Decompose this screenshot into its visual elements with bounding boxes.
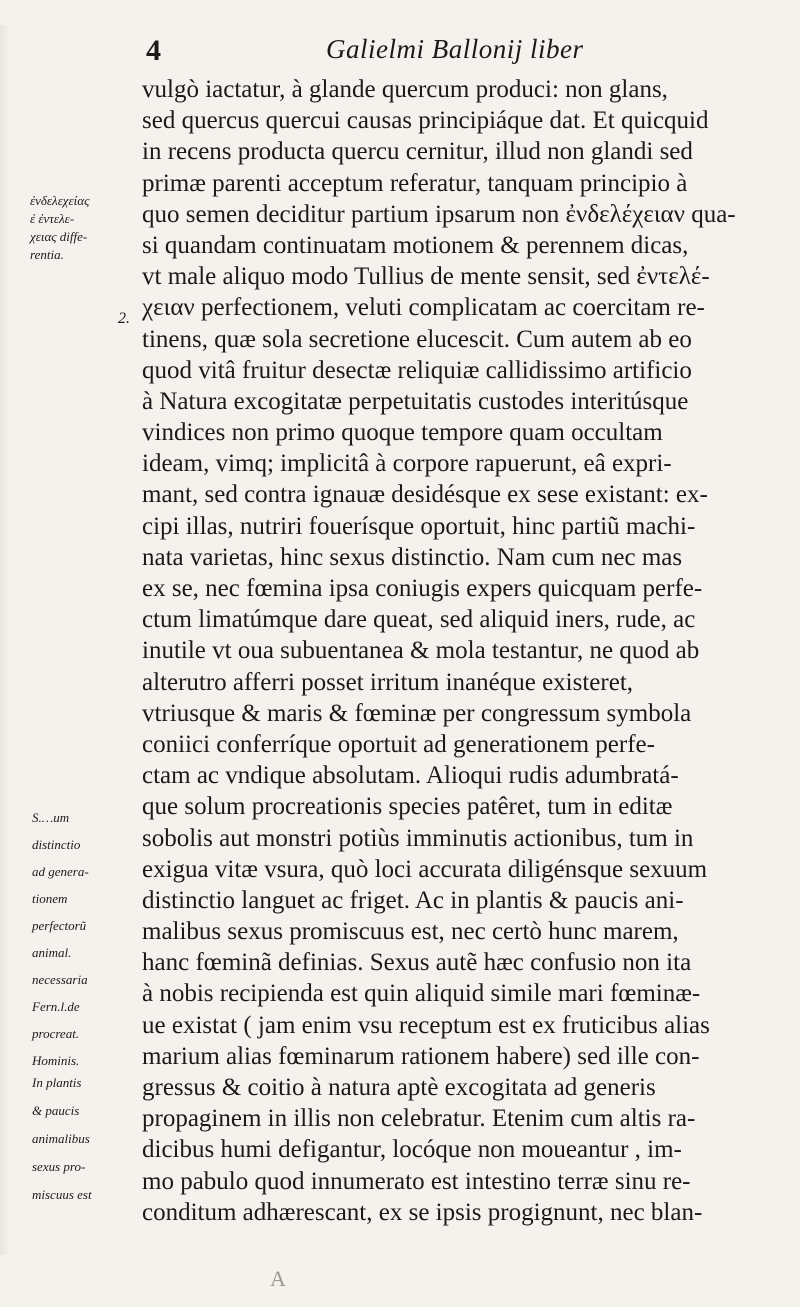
margin-note-sexuum [32, 804, 89, 1074]
margin-note-line: sexus pro- [32, 1159, 86, 1174]
margin-note-line: rentia. [30, 247, 64, 262]
body-text [142, 74, 742, 1228]
text-line: à nobis recipienda est quin aliquid simile mari fœminæ- [142, 980, 701, 1008]
margin-note-line: miscuus est [32, 1187, 92, 1202]
text-line: dicibus humi defigantur, locóque non moueantur , im- [142, 1136, 682, 1164]
text-line: quod vitâ fruitur desectæ reliquiæ callidissimo artificio [142, 356, 692, 384]
text-line: ue existat ( jam enim vsu receptum est ex fruticibus alias [142, 1011, 710, 1039]
margin-note-plantis [32, 1069, 92, 1209]
text-line: tinens, quæ sola secretione elucescit. Cum autem ab eo [142, 325, 692, 353]
text-line: ex se, nec fœmina ipsa coniugis expers quicquam perfe- [142, 575, 703, 602]
text-line: cipi illas, nutriri fouerísque oportuit, hinc partiũ machi- [142, 512, 696, 540]
margin-note-line: In plantis [32, 1075, 82, 1090]
text-line: ctam ac vndique absolutam. Alioqui rudis adumbratá- [142, 762, 679, 790]
running-head: Galielmi Ballonij liber [326, 34, 584, 64]
margin-note-line: animal. [32, 945, 72, 960]
text-line: malibus sexus promiscuus est, nec certò hunc marem, [142, 918, 679, 946]
marginal-number: 2. [118, 310, 130, 327]
text-line: que solum procreationis species patêret, tum in editæ [142, 793, 673, 821]
margin-note-line: distinctio [32, 837, 81, 852]
margin-note-line: ad genera- [32, 864, 89, 879]
text-line: in recens producta quercu cernitur, illud non glandi sed [142, 138, 693, 166]
text-line: vt male aliquo modo Tullius de mente sensit, sed ἐντελέ- [142, 263, 710, 291]
margin-note-line: ἐνδελεχείας [30, 193, 90, 208]
text-line: gressus & coitio à natura aptè excogitata ad generis [142, 1074, 656, 1101]
margin-note-line: Hominis. [32, 1053, 80, 1068]
text-line: sobolis aut monstri potiùs imminutis actionibus, tum in [142, 824, 694, 852]
text-line: vindices non primo quoque tempore quam occultam [142, 419, 663, 447]
margin-note-line: χειας diffe- [30, 229, 88, 244]
text-line: χειαν perfectionem, veluti complicatam ac coercitam re- [142, 294, 705, 322]
text-line: distinctio languet ac friget. Ac in plantis & paucis ani- [142, 886, 684, 914]
text-line: ideam, vimq; implicitâ à corpore rapuerunt, eâ expri- [142, 450, 672, 478]
page-number: 4 [146, 34, 161, 67]
text-line: inutile vt oua subuentanea & mola testantur, ne quod ab [142, 637, 700, 665]
margin-note-line: tionem [32, 891, 68, 906]
text-line: hanc fœminã definias. Sexus autẽ hæc confusio non ita [142, 949, 692, 977]
text-line: coniici conferríque oportuit ad generationem perfe- [142, 730, 655, 758]
text-line: mant, sed contra ignauæ desidésque ex sese existant: ex- [142, 481, 708, 509]
text-line: vulgò iactatur, à glande quercum produci: non glans, [142, 76, 668, 103]
text-line: si quandam continuatam motionem & perennem dicas, [142, 231, 689, 259]
text-line: sed quercus quercui causas principiáque dat. Et quicquid [142, 107, 709, 135]
text-line: marium alias fœminarum rationem habere) sed ille con- [142, 1042, 700, 1070]
text-line: nata varietas, hinc sexus distinctio. Nam cum nec mas [142, 543, 683, 571]
text-line: ctum limatúmque dare queat, sed aliquid iners, rude, ac [142, 606, 696, 634]
margin-note-line: procreat. [32, 1026, 80, 1041]
text-line: mo pabulo quod innumerato est intestino terræ sinu re- [142, 1167, 691, 1195]
margin-note-line: S.…um [32, 810, 70, 825]
text-line: à Natura excogitatæ perpetuitatis custodes interitúsque [142, 387, 689, 415]
page-gutter-shadow [0, 25, 10, 1255]
text-line: conditum adhærescant, ex se ipsis progignunt, nec blan- [142, 1198, 703, 1226]
text-line: vtriusque & maris & fœminæ per congressum symbola [142, 699, 692, 727]
margin-note-line: necessaria [32, 972, 88, 987]
text-line: alterutro afferri posset irritum inanéque existeret, [142, 668, 634, 696]
margin-note-line: perfectorũ [32, 918, 87, 933]
text-line: exigua vitæ vsura, quò loci accurata diligénsque sexuum [142, 855, 708, 883]
text-line: quo semen deciditur partium ipsarum non ἐνδελέχειαν qua- [142, 200, 736, 228]
margin-note-line: ἐ ἐντελε- [30, 211, 75, 226]
text-line: propaginem in illis non celebratur. Etenim cum altis ra- [142, 1105, 696, 1133]
margin-note-line: animalibus [32, 1131, 90, 1146]
margin-note-line: & paucis [32, 1103, 80, 1118]
signature-mark: A [270, 1266, 286, 1291]
text-line: primæ parenti acceptum referatur, tanquam principio à [142, 169, 688, 197]
margin-note-greek [30, 192, 89, 264]
margin-note-line: Fern.l.de [32, 999, 80, 1014]
